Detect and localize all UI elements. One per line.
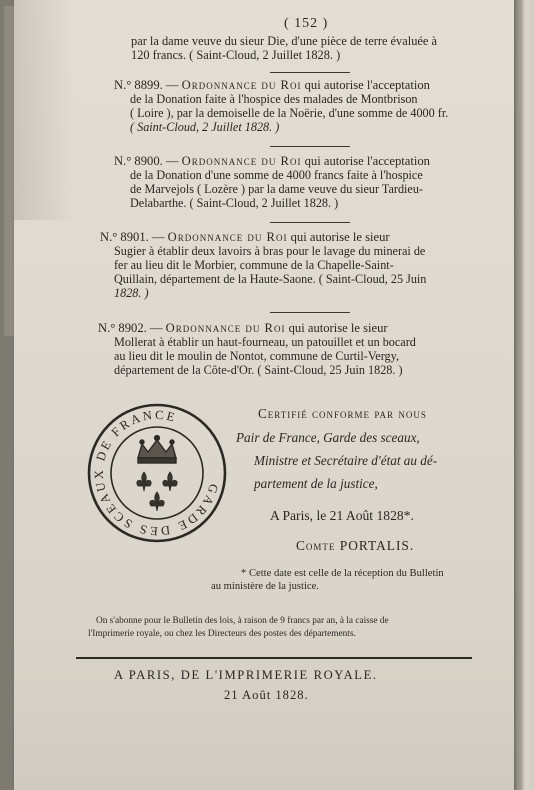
- entry-number: N.° 8902.: [98, 321, 147, 335]
- footnote-line: au ministère de la justice.: [211, 581, 319, 592]
- entry-line: ( Loire ), par la demoiselle de la Noërie, d'une somme de 4000 fr.: [130, 106, 449, 120]
- seal-outer-ring: [89, 405, 225, 541]
- entry-number: N.° 8900.: [114, 154, 163, 168]
- entry-line: de Marvejols ( Lozère ) par la dame veuve du sieur Tardieu-: [130, 182, 423, 196]
- entry-line: Quillain, département de la Haute-Saone. ( Saint-Cloud, 25 Juin: [114, 272, 427, 286]
- entry-line: au lieu dit le moulin de Nontot, commune de Curtil-Vergy,: [114, 349, 399, 363]
- certification-line: Pair de France, Garde des sceaux,: [236, 430, 420, 445]
- fleur-de-lis-icon: [137, 472, 177, 511]
- certification-line: Ministre et Secrétaire d'état au dé-: [254, 453, 438, 468]
- seal-inscription: GARDE DES SCEAUX DE FRANCE: [91, 407, 221, 539]
- entry-line: fer au lieu dit le Morbier, commune de la Chapelle-Saint-: [114, 258, 394, 272]
- entry-line: de la Donation d'une somme de 4000 francs faite à l'hospice: [130, 168, 423, 182]
- entry-line: Mollerat à établir un haut-fourneau, un patouillet et un bocard: [114, 335, 416, 349]
- entry-heading: Ordonnance du Roi: [181, 154, 302, 168]
- page-edge-background: [512, 0, 534, 790]
- entry-line: département de la Côte-d'Or. ( Saint-Cloud, 25 Juin 1828. ): [114, 363, 403, 377]
- imprint-line: A PARIS, DE L'IMPRIMERIE ROYALE.: [114, 668, 378, 682]
- entry-line: Delabarthe. ( Saint-Cloud, 2 Juillet 1828. ): [130, 196, 339, 210]
- certification-line: [258, 406, 427, 422]
- entry-line: qui autorise l'acceptation: [304, 154, 430, 168]
- entry-line: ( Saint-Cloud, 2 Juillet 1828. ): [130, 120, 280, 134]
- footnote-line: * Cette date est celle de la réception du Bulletin: [241, 568, 444, 579]
- separator: [270, 312, 350, 313]
- intro-line-1: par la dame veuve du sieur Die, d'une pièce de terre évaluée à: [131, 34, 437, 48]
- intro-line-2: 120 francs. ( Saint-Cloud, 2 Juillet 1828. ): [131, 48, 341, 62]
- separator: [270, 72, 350, 73]
- separator: [270, 222, 350, 223]
- entry-heading: Ordonnance du Roi: [181, 78, 302, 92]
- imprint-date: 21 Août 1828.: [224, 688, 309, 702]
- signature-text: Comte PORTALIS.: [296, 538, 415, 553]
- certification-line: partement de la justice,: [254, 476, 378, 491]
- subscription-line: l'Imprimerie royale, ou chez les Directeurs des postes des départements.: [88, 629, 356, 639]
- separator: [270, 146, 350, 147]
- entry-line: 1828. ): [114, 286, 149, 300]
- entry-line: qui autorise le sieur: [290, 230, 390, 244]
- page-number: ( 152 ): [284, 16, 329, 31]
- entry-number: N.° 8899.: [114, 78, 163, 92]
- seal-stamp: [86, 402, 228, 544]
- entry-8899-heading-line: N.° 8899. — Ordonnance du Roi qui autorise l'acceptation: [114, 78, 430, 92]
- certification-text: Certifié conforme par nous: [258, 406, 427, 421]
- subscription-line: On s'abonne pour le Bulletin des lois, à raison de 9 francs par an, à la caisse de: [96, 616, 389, 626]
- entry-number: N.° 8901.: [100, 230, 149, 244]
- footer-rule: [76, 657, 472, 659]
- entry-heading: Ordonnance du Roi: [165, 321, 286, 335]
- entry-line: Sugier à établir deux lavoirs à bras pour le lavage du minerai de: [114, 244, 426, 258]
- signature: [296, 538, 414, 554]
- entry-line: qui autorise le sieur: [288, 321, 388, 335]
- entry-line: de la Donation faite à l'hospice des malades de Montbrison: [130, 92, 418, 106]
- entry-8900-heading-line: N.° 8900. — Ordonnance du Roi qui autorise l'acceptation: [114, 154, 430, 168]
- entry-8902-heading-line: N.° 8902. — Ordonnance du Roi qui autorise le sieur: [98, 321, 388, 335]
- place-date: A Paris, le 21 Août 1828*.: [270, 508, 414, 523]
- entry-line: qui autorise l'acceptation: [304, 78, 430, 92]
- document-page: [14, 0, 514, 790]
- entry-8901-heading-line: N.° 8901. — Ordonnance du Roi qui autorise le sieur: [100, 230, 390, 244]
- crown-icon: [138, 436, 176, 463]
- entry-heading: Ordonnance du Roi: [167, 230, 288, 244]
